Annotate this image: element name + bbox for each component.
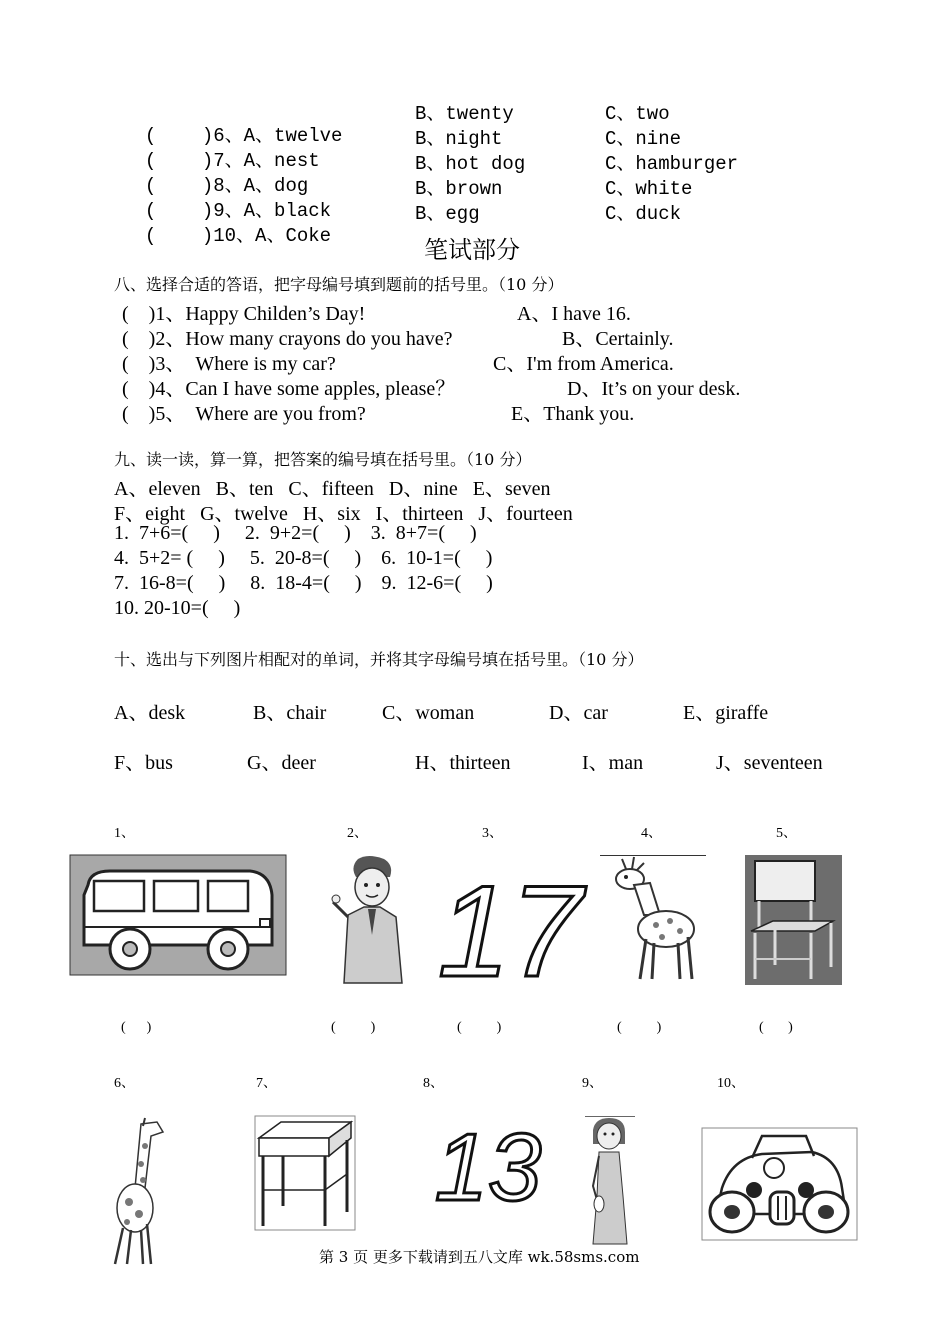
picture-label: 9、	[582, 1076, 603, 1091]
answer-paren[interactable]: ( )	[122, 378, 156, 400]
section9-heading: 九、读一读，算一算，把答案的编号填在括号里。（10 分）	[114, 450, 532, 469]
section8-heading: 八、选择合适的答语，把字母编号填到题前的括号里。（10 分）	[114, 275, 564, 294]
woman-picture	[585, 1116, 635, 1248]
section10-heading: 十、选出与下列图片相配对的单词，并将其字母编号填在括号里。（10 分）	[114, 650, 644, 669]
question-text: 2、How many crayons do you have?	[155, 328, 453, 350]
picture-label: 3、	[482, 826, 503, 841]
number-17-text: 17	[437, 858, 583, 1004]
s8-q5	[122, 397, 366, 426]
answer-paren[interactable]: ( )	[144, 200, 214, 222]
picture-label: 2、	[347, 826, 368, 841]
answer-paren[interactable]: ( )	[331, 1020, 376, 1035]
question-num: 9、A、black	[213, 200, 332, 222]
word-option: G、deer	[247, 752, 316, 774]
s9-options-line1: A、eleven B、ten C、fifteen D、nine E、seven	[114, 478, 551, 500]
option-b: B、egg	[415, 203, 480, 225]
option-c: C、duck	[605, 203, 682, 225]
deer-picture	[600, 855, 706, 985]
number-17-picture	[437, 848, 583, 1004]
answer-paren[interactable]: ( )	[122, 403, 156, 425]
question-text: 5、 Where are you from?	[155, 403, 366, 425]
answer-paren[interactable]: ( )	[617, 1020, 662, 1035]
answer-paren[interactable]: ( )	[144, 150, 214, 172]
number-13-picture	[434, 1108, 542, 1221]
option-c: C、white	[605, 178, 693, 200]
picture-label: 5、	[776, 826, 797, 841]
picture-label: 7、	[256, 1076, 277, 1091]
picture-label: 6、	[114, 1076, 135, 1091]
word-option: J、seventeen	[716, 752, 823, 774]
car-picture	[702, 1128, 857, 1240]
option-b: B、hot dog	[415, 153, 526, 175]
answer-paren[interactable]: ( )	[759, 1020, 793, 1035]
picture-label: 8、	[423, 1076, 444, 1091]
answer-paren[interactable]: ( )	[121, 1020, 152, 1035]
page-footer: 第 3 页 更多下载请到五八文库 wk.58sms.com	[319, 1248, 640, 1266]
man-picture	[328, 855, 414, 985]
word-option: F、bus	[114, 752, 173, 774]
option-c: C、nine	[605, 128, 682, 150]
picture-label: 10、	[717, 1076, 745, 1091]
answer-paren[interactable]: ( )	[122, 328, 156, 350]
question-text: 3、 Where is my car?	[155, 353, 336, 375]
picture-label: 1、	[114, 826, 135, 841]
number-13-text: 13	[434, 1114, 542, 1221]
listening-row-10	[122, 198, 331, 247]
question-num: 10、A、Coke	[213, 225, 332, 247]
answer-paren[interactable]: ( )	[144, 225, 214, 247]
s8-answer-e: E、Thank you.	[511, 403, 635, 425]
s8-answer-c: C、I'm from America.	[493, 353, 674, 375]
answer-paren[interactable]: ( )	[144, 125, 214, 147]
s8-answer-d: D、It’s on your desk.	[567, 378, 741, 400]
answer-paren[interactable]: ( )	[122, 353, 156, 375]
giraffe-picture	[105, 1118, 170, 1268]
option-b: B、night	[415, 128, 503, 150]
s9-row[interactable]: 7. 16-8=( ) 8. 18-4=( ) 9. 12-6=( )	[114, 572, 493, 594]
answer-paren[interactable]: ( )	[457, 1020, 502, 1035]
s8-answer-a: A、I have 16.	[517, 303, 631, 325]
question-num: 8、A、dog	[213, 175, 309, 197]
bus-picture	[70, 855, 286, 975]
chair-picture	[745, 855, 842, 985]
word-option: H、thirteen	[415, 752, 511, 774]
question-text: 1、Happy Childen’s Day!	[155, 303, 366, 325]
option-c: C、two	[605, 103, 670, 125]
word-option: I、man	[582, 752, 644, 774]
question-num: 7、A、nest	[213, 150, 320, 172]
picture-label: 4、	[641, 826, 662, 841]
s9-row[interactable]: 1. 7+6=( ) 2. 9+2=( ) 3. 8+7=( )	[114, 522, 477, 544]
s9-options-line2: F、eight G、twelve H、six I、thirteen J、fourteen	[114, 503, 573, 525]
word-option: B、chair	[253, 702, 327, 724]
answer-paren[interactable]: ( )	[144, 175, 214, 197]
option-c: C、hamburger	[605, 153, 739, 175]
s9-row[interactable]: 10. 20-10=( )	[114, 597, 241, 619]
question-text: 4、Can I have some apples, please？	[155, 378, 456, 400]
question-num: 6、A、twelve	[213, 125, 343, 147]
desk-picture	[255, 1116, 355, 1230]
s9-row[interactable]: 4. 5+2= ( ) 5. 20-8=( ) 6. 10-1=( )	[114, 547, 493, 569]
s8-answer-b: B、Certainly.	[562, 328, 674, 350]
word-option: C、woman	[382, 702, 475, 724]
option-b: B、twenty	[415, 103, 514, 125]
word-option: D、car	[549, 702, 608, 724]
answer-paren[interactable]: ( )	[122, 303, 156, 325]
word-option: E、giraffe	[683, 702, 769, 724]
option-b: B、brown	[415, 178, 503, 200]
word-option: A、desk	[114, 702, 186, 724]
written-section-title: 笔试部分	[424, 236, 520, 264]
